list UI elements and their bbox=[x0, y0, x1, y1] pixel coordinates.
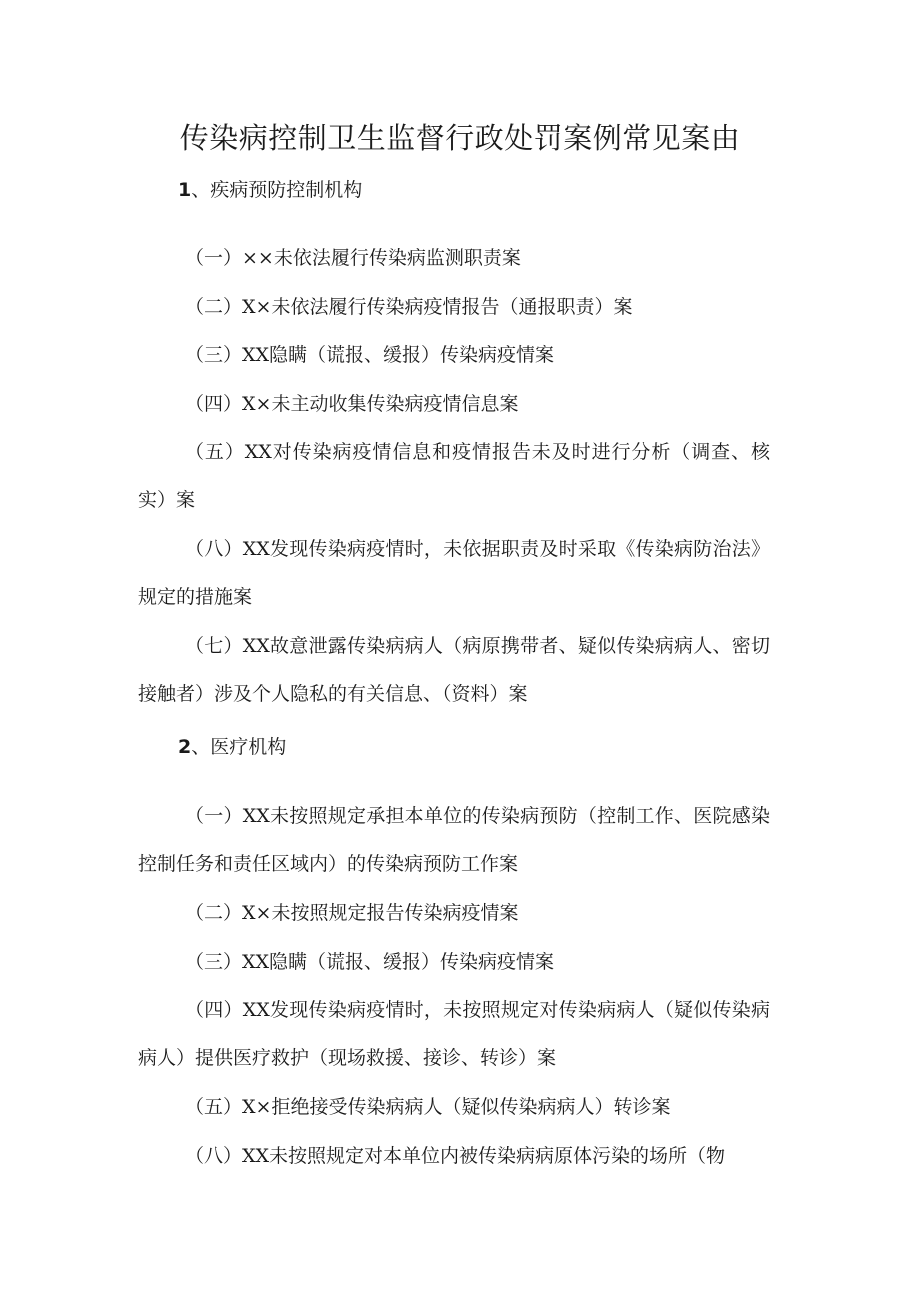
list-item: （三）XX隐瞒（谎报、缓报）传染病疫情案 bbox=[185, 344, 555, 366]
section-title: 、疾病预防控制机构 bbox=[191, 179, 363, 201]
list-item: （七）XX故意泄露传染病病人（病原携带者、疑似传染病病人、密切接触者）涉及个人隐私的有关信息、（资料）案 bbox=[138, 635, 770, 705]
list-item: （四）X×未主动收集传染病疫情信息案 bbox=[185, 393, 519, 415]
section-number: 2 bbox=[178, 736, 192, 758]
list-item: （二）X×未依法履行传染病疫情报告（通报职责）案 bbox=[185, 296, 633, 318]
list-item: （八）XX发现传染病疫情时，未依据职责及时采取《传染病防治法》规定的措施案 bbox=[138, 538, 770, 608]
list-item: （一）××未依法履行传染病监测职责案 bbox=[185, 247, 521, 269]
section-title: 、医疗机构 bbox=[191, 736, 287, 758]
list-item: （八）XX未按照规定对本单位内被传染病病原体污染的场所（物 bbox=[185, 1145, 726, 1167]
section-heading-2 bbox=[178, 732, 286, 762]
section-heading-1 bbox=[178, 175, 362, 205]
list-item: （三）XX隐瞒（谎报、缓报）传染病疫情案 bbox=[185, 951, 555, 973]
list-item: （四）XX发现传染病疫情时，未按照规定对传染病病人（疑似传染病病人）提供医疗救护（现场救援、接诊、转诊）案 bbox=[138, 999, 770, 1069]
list-item: （五）XX对传染病疫情信息和疫情报告未及时进行分析（调查、核实）案 bbox=[138, 441, 770, 511]
list-item: （五）X×拒绝接受传染病病人（疑似传染病病人）转诊案 bbox=[185, 1096, 671, 1118]
list-item: （一）XX未按照规定承担本单位的传染病预防（控制工作、医院感染控制任务和责任区域内）的传染病预防工作案 bbox=[138, 805, 770, 875]
document-title: 传染病控制卫生监督行政处罚案例常见案由 bbox=[179, 121, 741, 155]
section-number: 1 bbox=[178, 179, 192, 201]
list-item: （二）X×未按照规定报告传染病疫情案 bbox=[185, 902, 519, 924]
